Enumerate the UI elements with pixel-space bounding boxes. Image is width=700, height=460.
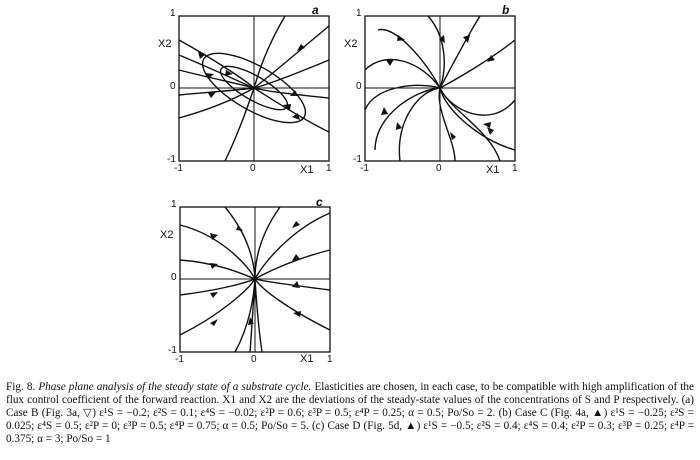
trajectory — [399, 88, 440, 161]
panel-label: c — [316, 195, 323, 209]
trajectory — [225, 207, 255, 279]
flow-arrow — [381, 107, 388, 115]
trajectory — [254, 60, 329, 88]
trajectory — [179, 88, 254, 118]
x-axis-label: X1 — [300, 164, 314, 176]
flow-arrow — [210, 319, 218, 326]
trajectory — [255, 279, 262, 352]
trajectory — [179, 40, 254, 88]
tick-x-max: 1 — [327, 354, 333, 365]
trajectory — [378, 30, 440, 88]
tick-y-zero: 0 — [356, 81, 362, 92]
phase-plot-b-svg — [340, 0, 590, 200]
tick-y-min: -1 — [168, 345, 177, 356]
tick-y-max: 1 — [171, 199, 177, 210]
tick-y-zero: 0 — [170, 81, 176, 92]
figure-caption — [6, 381, 694, 446]
tick-y-min: -1 — [167, 154, 176, 165]
trajectory — [365, 60, 440, 88]
tick-x-zero: 0 — [436, 163, 442, 174]
tick-x-max: 1 — [512, 163, 518, 174]
trajectory — [180, 279, 255, 335]
panel-label: a — [312, 3, 319, 17]
caption-label: Fig. 8. — [6, 381, 36, 393]
flow-arrow — [292, 221, 300, 228]
x-axis-label: X1 — [300, 353, 314, 365]
y-axis-label: X2 — [344, 38, 358, 50]
phase-plot-a — [0, 0, 340, 200]
tick-y-max: 1 — [170, 8, 176, 19]
trajectory — [180, 225, 255, 279]
caption-title: Phase plane analysis of the steady state of a substrate cycle. — [38, 381, 312, 393]
tick-y-min: -1 — [353, 154, 362, 165]
trajectory — [255, 279, 330, 290]
tick-y-max: 1 — [356, 8, 362, 19]
tick-x-max: 1 — [326, 163, 332, 174]
flow-arrow — [386, 59, 394, 66]
flow-arrow — [463, 35, 470, 43]
y-axis-label: X2 — [160, 229, 174, 241]
flow-arrow — [487, 127, 494, 135]
tick-x-min: -1 — [174, 163, 183, 174]
flow-arrow — [292, 281, 300, 288]
trajectory — [255, 250, 330, 279]
tick-x-zero: 0 — [250, 163, 256, 174]
trajectory — [365, 85, 440, 110]
x-axis-label: X1 — [486, 164, 500, 176]
caption-body: Elasticities are chosen, in each case, to be compatible with high amplification of the flux control coefficient of the forward reaction. X1 and X2 are the deviations of the steady-state values of the concentrations of S and P respectively. (a) Case B (Fig. 3a, ▽) ε¹S = −0.2; ε²S = 0.1; ε⁴S = −0.02; ε²P = 0.6; ε³P = 0.5; ε⁴P = 0.25; α = 0.5; Po/So = 2. (b) Case C (Fig. 4a, ▲) ε¹S = −0.25; ε²S = 0.025; ε⁴S = 0.5; ε²P = 0; ε³P = 0.5; ε⁴P = 0.75; α = 0.5; Po/So = 5. (c) Case D (Fig. 5d, ▲) ε¹S = −0.5; ε²S = 0.4; ε⁴S = 0.4; ε²P = 0.3; ε³P = 0.25; ε⁴P = 0.375; α = 3; Po/So = 1 — [6, 381, 694, 446]
flow-arrow — [397, 35, 405, 41]
flow-arrow — [225, 70, 233, 76]
y-axis-label: X2 — [158, 38, 172, 50]
trajectory — [440, 88, 515, 115]
tick-x-zero: 0 — [251, 354, 257, 365]
trajectory — [440, 40, 515, 88]
flow-arrow — [483, 122, 491, 128]
trajectory — [179, 55, 254, 88]
tick-x-min: -1 — [360, 163, 369, 174]
panel-label: b — [502, 3, 510, 17]
flow-arrows — [198, 44, 305, 120]
phase-plot-b — [340, 0, 590, 200]
flow-arrow — [396, 122, 402, 130]
flow-arrow — [208, 92, 216, 98]
flow-arrow — [236, 225, 243, 231]
tick-y-zero: 0 — [171, 272, 177, 283]
trajectory — [440, 88, 500, 161]
tick-x-min: -1 — [175, 354, 184, 365]
flow-arrow — [210, 292, 218, 298]
phase-plot-c — [150, 195, 360, 370]
phase-plot-a-svg — [0, 0, 340, 200]
phase-plot-c-svg — [150, 195, 360, 370]
trajectory — [375, 88, 440, 150]
trajectory — [255, 213, 330, 279]
